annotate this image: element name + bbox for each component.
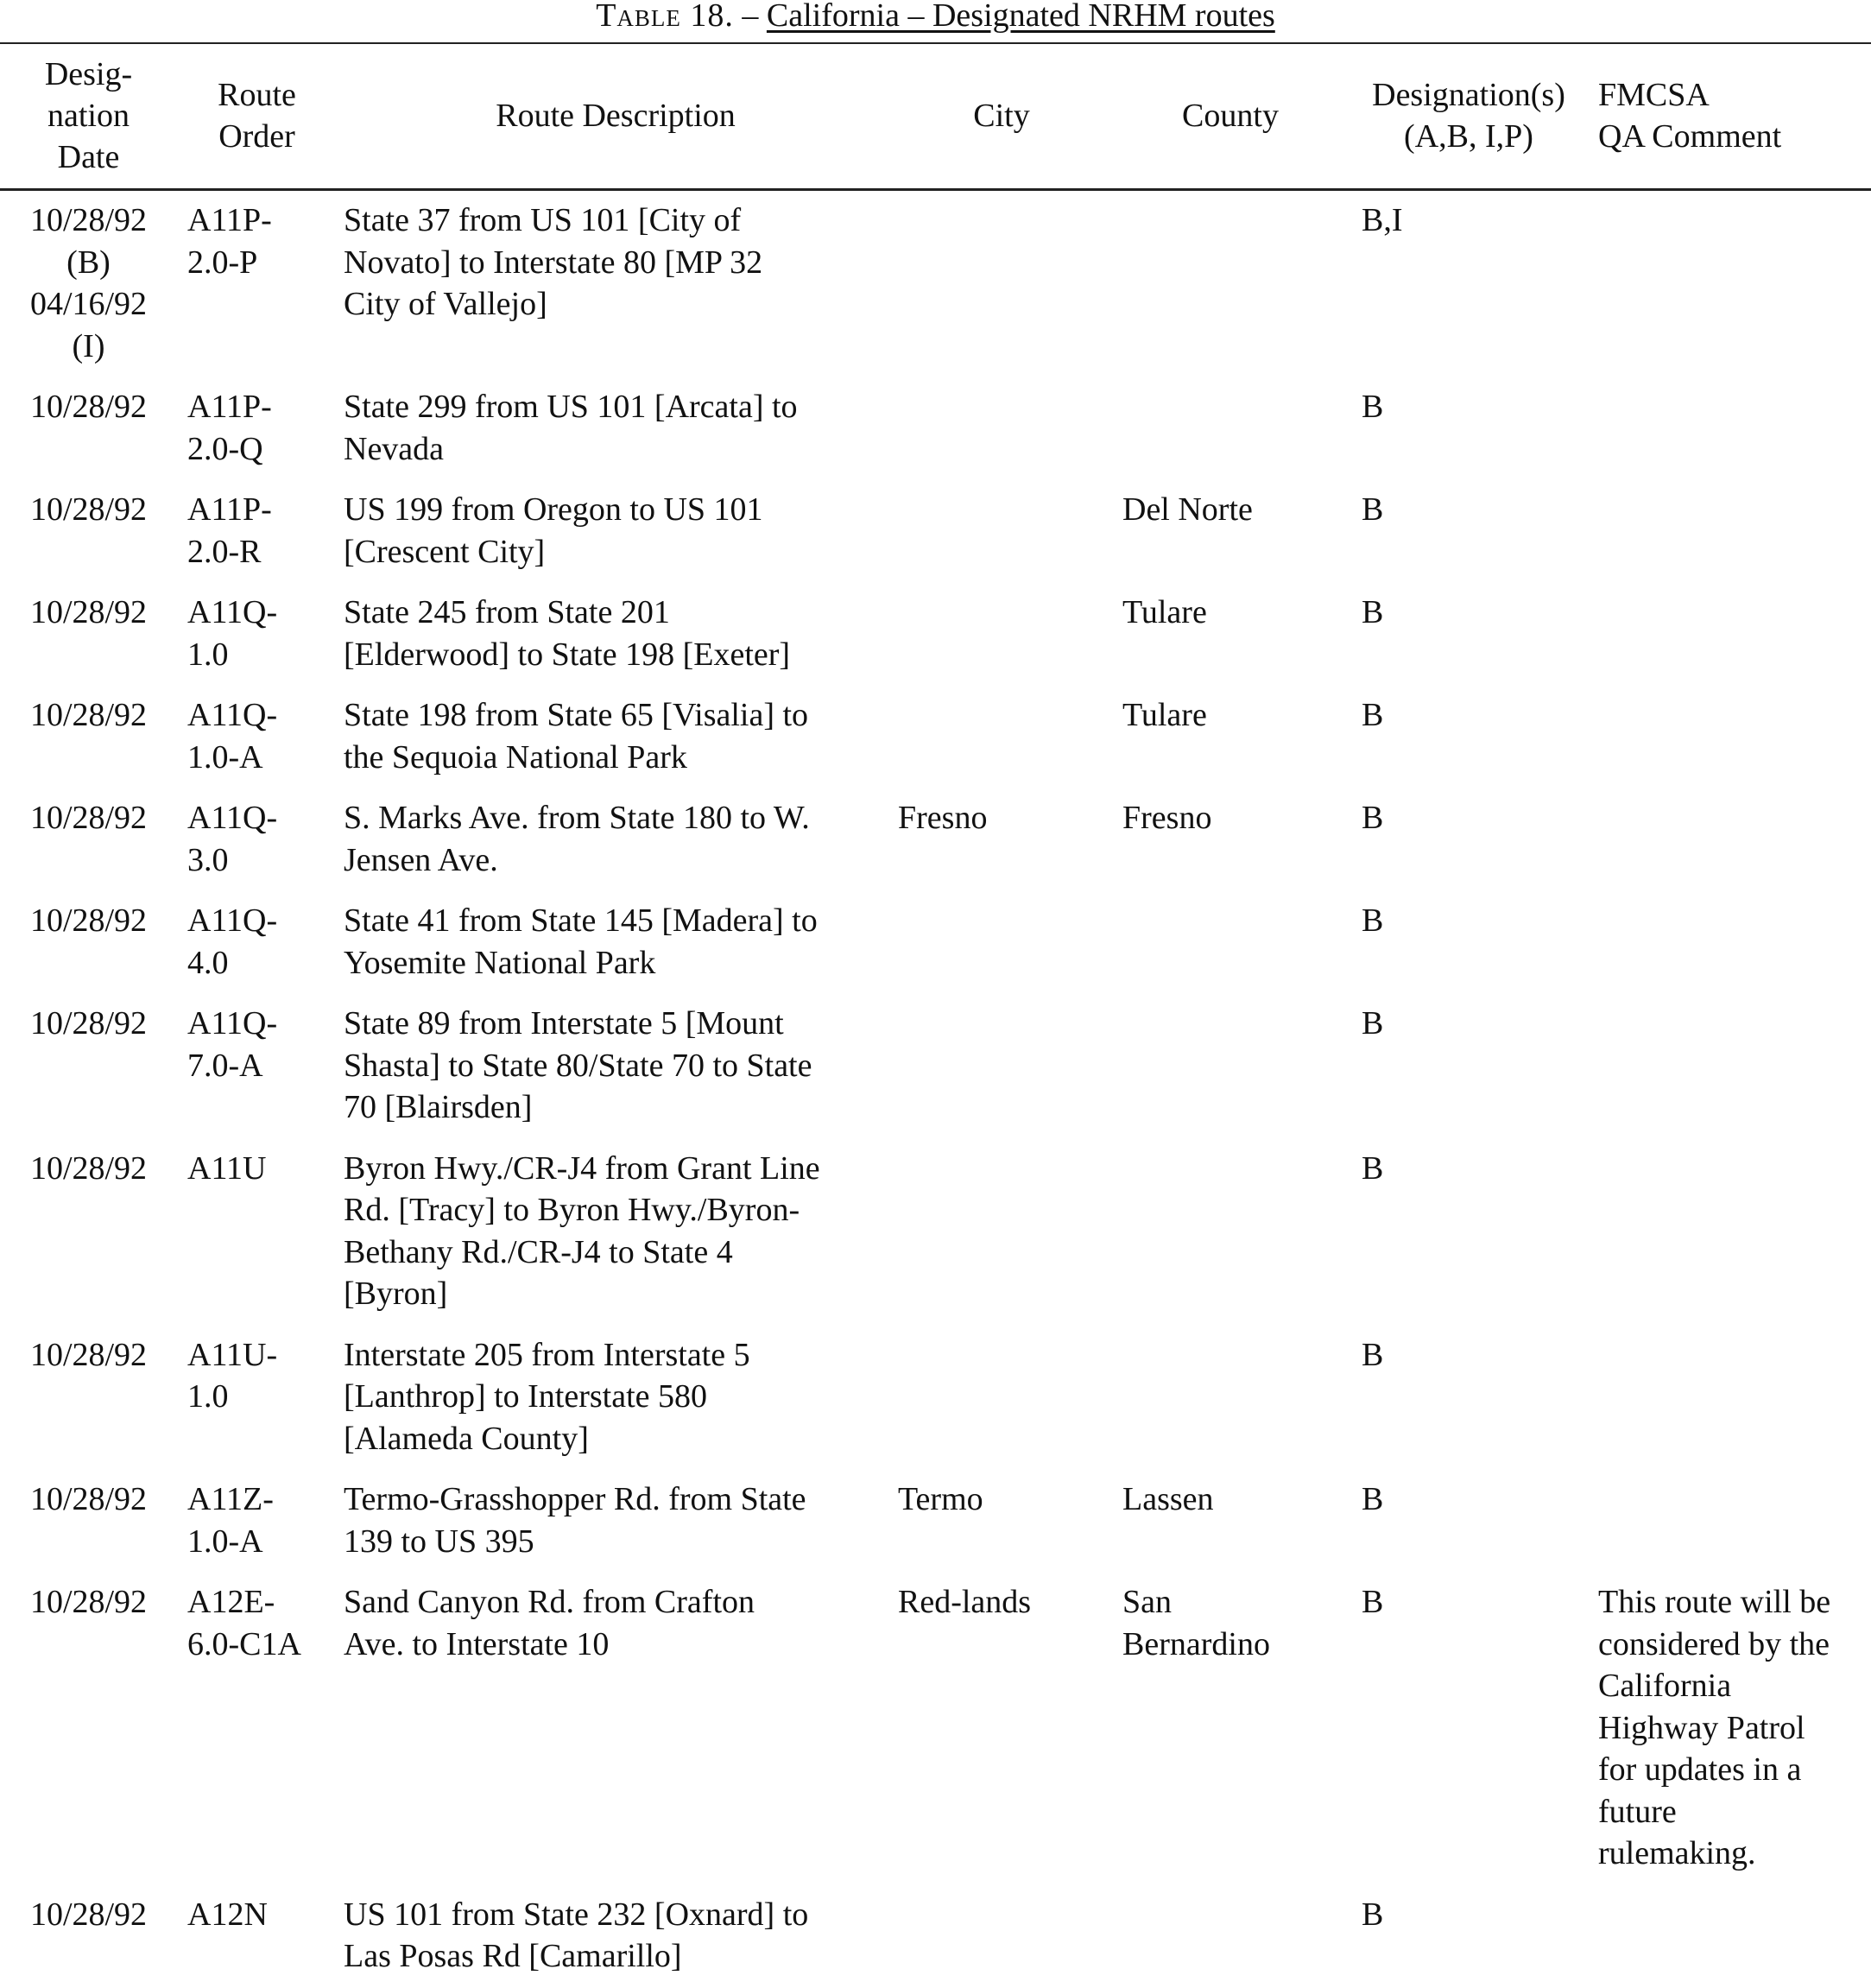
cell-designation-date: 10/28/92 [29, 902, 148, 939]
cell-route-order: A11P- 2.0-P [187, 202, 272, 281]
header-designations: Designation(s) (A,B, I,P) [1372, 77, 1565, 155]
cell-county: San Bernardino [1122, 1584, 1270, 1662]
table-subject: California – Designated NRHM routes [766, 0, 1275, 34]
cell-designation-date: 10/28/92 (B) 04/16/92 (I) [29, 202, 148, 364]
cell-county: Fresno [1122, 800, 1212, 836]
cell-county: Tulare [1122, 697, 1207, 733]
table-row [0, 994, 1871, 1139]
cell-designation-date: 10/28/92 [29, 1005, 148, 1041]
cell-route-description: State 37 from US 101 [City of Novato] to Interstate 80 [MP 32 City of Vallejo] [344, 202, 763, 322]
table-row [0, 686, 1871, 788]
cell-designations: B [1362, 1896, 1384, 1933]
table-row [0, 891, 1871, 994]
title-dash: – [733, 0, 767, 34]
cell-route-order: A11P- 2.0-Q [187, 389, 272, 467]
cell-route-order: A11Q- 7.0-A [187, 1005, 278, 1084]
cell-designations: B [1362, 1481, 1384, 1517]
cell-designations: B [1362, 800, 1384, 836]
cell-route-order: A11U [187, 1149, 267, 1187]
table-row [0, 788, 1871, 891]
cell-designations: B [1362, 697, 1384, 733]
cell-route-description: State 299 from US 101 [Arcata] to Nevada [344, 389, 798, 467]
cell-city: Termo [898, 1481, 983, 1517]
cell-designations: B [1362, 389, 1384, 425]
cell-route-order: A11Z- 1.0-A [187, 1481, 274, 1560]
table-body [0, 191, 1871, 1988]
cell-designations: B [1362, 1149, 1384, 1187]
cell-route-description: State 41 from State 145 [Madera] to Yosemite National Park [344, 902, 818, 981]
cell-designations: B [1362, 1005, 1384, 1041]
cell-route-description: Termo-Grasshopper Rd. from State 139 to US 395 [344, 1481, 806, 1560]
header-fmcsa-comment: FMCSA QA Comment [1598, 77, 1782, 155]
table-row [0, 480, 1871, 583]
cell-designation-date: 10/28/92 [29, 1584, 148, 1620]
cell-route-description: State 89 from Interstate 5 [Mount Shasta] to State 80/State 70 to State 70 [Blairsden] [344, 1005, 812, 1125]
header-city: City [973, 98, 1030, 134]
cell-route-description: State 245 from State 201 [Elderwood] to State 198 [Exeter] [344, 594, 791, 673]
cell-designations: B [1362, 1584, 1384, 1620]
cell-route-description: Interstate 205 from Interstate 5 [Lanthrop] to Interstate 580 [Alameda County] [344, 1336, 750, 1457]
cell-city: Fresno [898, 800, 988, 836]
cell-route-order: A11P- 2.0-R [187, 491, 272, 570]
header-designation-date: Desig- nation Date [44, 56, 133, 175]
header-county: County [1182, 98, 1279, 134]
cell-route-order: A11Q- 1.0 [187, 594, 278, 673]
table-row [0, 1470, 1871, 1573]
table-row [0, 1139, 1871, 1326]
cell-route-order: A11U- 1.0 [187, 1336, 278, 1415]
cell-route-description: Byron Hwy./CR-J4 from Grant Line Rd. [Tracy] to Byron Hwy./Byron- Bethany Rd./CR-J4 to State 4 [Byron] [344, 1149, 820, 1312]
table-row [0, 191, 1871, 377]
cell-designation-date: 10/28/92 [29, 1149, 148, 1187]
cell-designation-date: 10/28/92 [29, 594, 148, 630]
cell-route-order: A11Q- 1.0-A [187, 697, 278, 776]
cell-route-order: A12N [187, 1896, 268, 1933]
cell-fmcsa-comment: This route will be considered by the California Highway Patrol for updates in a future rulemaking. [1598, 1584, 1831, 1871]
cell-route-description: US 101 from State 232 [Oxnard] to Las Posas Rd [Camarillo] [344, 1896, 809, 1974]
table-row [0, 1326, 1871, 1471]
table-title [0, 0, 1871, 38]
cell-city: Red-lands [898, 1584, 1032, 1620]
table-row [0, 1885, 1871, 1988]
cell-route-description: Sand Canyon Rd. from Crafton Ave. to Interstate 10 [344, 1584, 755, 1662]
cell-designations: B [1362, 902, 1384, 939]
cell-designation-date: 10/28/92 [29, 1481, 148, 1517]
header-route-description: Route Description [496, 98, 736, 134]
cell-route-description: State 198 from State 65 [Visalia] to the Sequoia National Park [344, 697, 809, 776]
table-label: Table 18. [596, 0, 734, 34]
cell-designation-date: 10/28/92 [29, 1896, 148, 1933]
cell-county: Lassen [1122, 1481, 1214, 1517]
cell-designation-date: 10/28/92 [29, 697, 148, 733]
cell-designation-date: 10/28/92 [29, 800, 148, 836]
cell-designation-date: 10/28/92 [29, 1336, 148, 1373]
cell-designations: B [1362, 594, 1384, 630]
cell-designation-date: 10/28/92 [29, 491, 148, 528]
cell-route-order: A11Q- 4.0 [187, 902, 278, 981]
cell-route-order: A11Q- 3.0 [187, 800, 278, 878]
cell-designation-date: 10/28/92 [29, 389, 148, 425]
table-row [0, 583, 1871, 686]
cell-designations: B [1362, 491, 1384, 528]
cell-route-description: S. Marks Ave. from State 180 to W. Jensen Ave. [344, 800, 810, 878]
cell-designations: B,I [1362, 202, 1403, 238]
cell-county: Del Norte [1122, 491, 1253, 528]
cell-route-order: A12E- 6.0-C1A [187, 1584, 301, 1662]
header-route-order: Route Order [218, 77, 296, 155]
cell-designations: B [1362, 1336, 1384, 1373]
cell-county: Tulare [1122, 594, 1207, 630]
table-row [0, 1573, 1871, 1885]
cell-route-description: US 199 from Oregon to US 101 [Crescent City] [344, 491, 763, 570]
table-row [0, 377, 1871, 480]
